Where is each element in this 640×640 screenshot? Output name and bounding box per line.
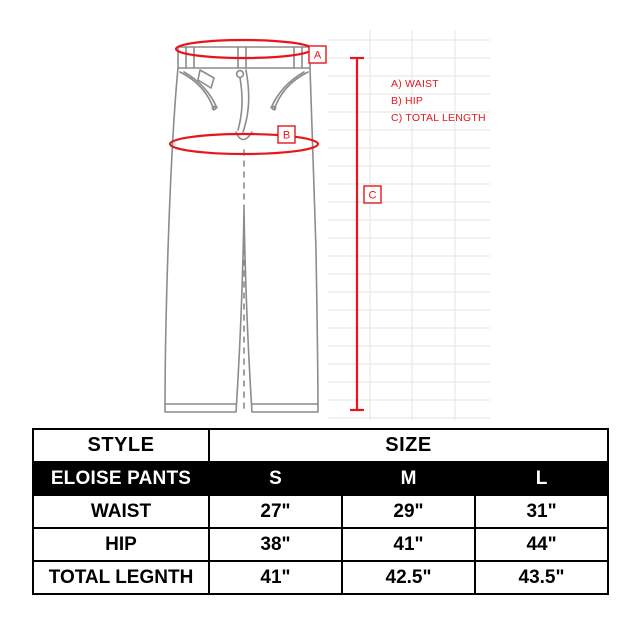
waist-measure-ellipse bbox=[176, 40, 312, 58]
marker-c-label: C bbox=[368, 189, 377, 202]
legend-item-waist: A) WAIST bbox=[391, 78, 439, 90]
hip-m: 41" bbox=[342, 528, 475, 561]
header-size: SIZE bbox=[209, 429, 608, 462]
hip-l: 44" bbox=[475, 528, 608, 561]
total-length-s: 41" bbox=[209, 561, 342, 594]
table-row bbox=[33, 528, 608, 561]
waist-m: 29" bbox=[342, 495, 475, 528]
pants-sketch bbox=[165, 47, 318, 412]
measurement-legend bbox=[391, 76, 486, 127]
marker-b-label: B bbox=[282, 129, 291, 142]
size-m: M bbox=[342, 462, 475, 495]
size-s: S bbox=[209, 462, 342, 495]
hip-s: 38" bbox=[209, 528, 342, 561]
header-style: STYLE bbox=[33, 429, 209, 462]
table-row bbox=[33, 495, 608, 528]
waist-l: 31" bbox=[475, 495, 608, 528]
marker-a-label: A bbox=[313, 49, 322, 62]
row-label-total-length: TOTAL LEGNTH bbox=[33, 561, 209, 594]
total-length-l: 43.5" bbox=[475, 561, 608, 594]
total-length-m: 42.5" bbox=[342, 561, 475, 594]
table-header-row bbox=[33, 429, 608, 462]
waist-s: 27" bbox=[209, 495, 342, 528]
row-label-hip: HIP bbox=[33, 528, 209, 561]
style-name: ELOISE PANTS bbox=[33, 462, 209, 495]
size-table bbox=[32, 428, 609, 595]
legend-item-total-length: C) TOTAL LENGTH bbox=[391, 112, 486, 124]
table-row bbox=[33, 561, 608, 594]
legend-item-hip: B) HIP bbox=[391, 95, 424, 107]
row-label-waist: WAIST bbox=[33, 495, 209, 528]
measure-lines bbox=[170, 40, 364, 410]
table-row bbox=[33, 462, 608, 495]
size-l: L bbox=[475, 462, 608, 495]
